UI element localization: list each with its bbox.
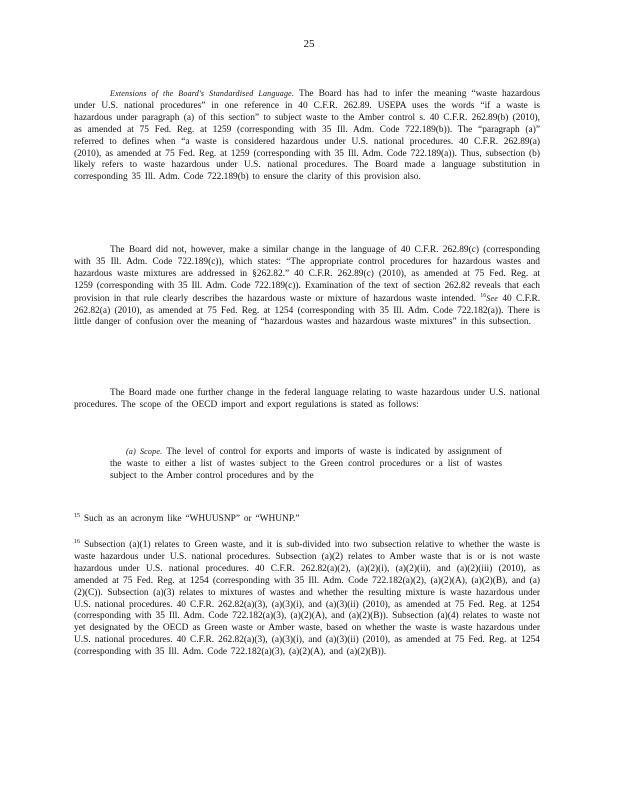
paragraph-heading: Extensions of the Board's Standardised Language. bbox=[110, 89, 295, 98]
footnote-number: 16 bbox=[74, 538, 80, 545]
quote-label: (a) Scope. bbox=[126, 447, 163, 456]
page-number: 25 bbox=[303, 38, 315, 50]
footnote-text: Subsection (a)(1) relates to Green waste, and it is sub-divided into two subsection relative to whether the waste is waste hazardous under U.S. national procedures. Subsection (a)(2) relates to Amber waste that is or is not waste hazardous under U.S. national procedures. 40 C.F.R. 262.82(a)(2), (a)(2)(i), (a)(2)(ii), and (a)(2)(iii) (2010), as amended at 75 Fed. Reg. at 1254 (corresponding with 35 Ill. Adm. Code 722.182(a)(2), (a)(2)(A), (a)(2)(B), and (a)(2)(C)). Subsection (a)(3) relates to mixtures of wastes and whether the resulting mixture is waste hazardous under U.S. national procedures. 40 C.F.R. 262.82(a)(3), (a)(3)(i), and (a)(3)(ii) (2010), as amended at 75 Fed. Reg. at 1254 (corresponding with 35 Ill. Adm. Code 722.182(a)(3), (a)(2)(A), and (a)(2)(B)). Subsection (a)(4) relates to waste not yet designated by the OECD as Green waste or Amber waste, based on whether the waste is waste hazardous under U.S. national procedures. 40 C.F.R. 262.82(a)(3), (a)(3)(i), and (a)(3)(ii) (2010), as amended at 75 Fed. Reg. at 1254 (corresponding with 35 Ill. Adm. Code 722.182(a)(3), (a)(2)(A), and (a)(2)(B)). bbox=[74, 540, 540, 658]
paragraph-text: The Board has had to infer the meaning “waste hazardous under U.S. national procedures” in one reference in 40 C.F.R. 262.89. USEPA uses the words “if a waste is hazardous under paragraph (a) of this section” to subject waste to the Amber control s. 40 C.F.R. 262.89(b) (2010), as amended at 75 Fed. Reg. at 1259 (corresponding with 35 Ill. Adm. Code 722.189(b)). The “paragraph (a)” referred to defines when “a waste is considered hazardous under U.S. national procedures. 40 C.F.R. 262.89(a) (2010), as amended at 75 Fed. Reg. at 1259 (corresponding with 35 Ill. Adm. Code 722.189(a)). Thus, subsection (b) likely refers to waste hazardous under U.S. national procedures. The Board made a language substitution in corresponding 35 Ill. Adm. Code 722.189(b) to ensure the clarity of this provision also. bbox=[74, 89, 540, 183]
footnote-15 bbox=[74, 514, 540, 526]
citation-signal: See bbox=[486, 293, 498, 303]
footnote-number: 15 bbox=[74, 512, 80, 519]
paragraph-further-change: The Board made one further change in the federal language relating to waste hazardous under U.S. national procedures. The scope of the OECD import and export regulations is stated as follows: bbox=[74, 388, 540, 410]
paragraph-text: 40 C.F.R. 262.82(a) (2010), as amended at 75 Fed. Reg. at 1254 (corresponding with 35 Ill. Adm. Code 722.182(a)). There is little danger of confusion over the meaning of “hazardous wastes and hazardous waste mixtures” in this subsection. bbox=[74, 293, 541, 328]
block-quote bbox=[110, 446, 502, 483]
footnote-16 bbox=[74, 540, 540, 659]
footnote-text: Such as an acronym like “WHUUSNP” or “WHUNP.” bbox=[83, 514, 300, 524]
paragraph-text: The Board did not, however, make a similar change in the language of 40 C.F.R. 262.89(c) (corresponding with 35 Ill. Adm. Code 722.189(c)), which states: “The appropriate control procedures for hazardous wastes and hazardous waste mixtures are addressed in §262.82.” 40 C.F.R. 262.89(c) (2010), as amended at 75 Fed. Reg. at 1259 (corresponding with 35 Ill. Adm. Code 722.189(c)). Examination of the text of section 262.82 reveals that each provision in that rule clearly describes the hazardous waste or mixture of hazardous waste intended. bbox=[74, 245, 540, 304]
footnote-reference: 16 bbox=[480, 292, 487, 299]
paragraph-extensions bbox=[74, 88, 540, 184]
quote-text: The level of control for exports and imports of waste is indicated by assignment of the waste to either a list of wastes subject to the Green control procedures or a list of wastes subject to the Amber control procedures and by the bbox=[110, 447, 502, 481]
paragraph-no-change bbox=[74, 245, 540, 329]
